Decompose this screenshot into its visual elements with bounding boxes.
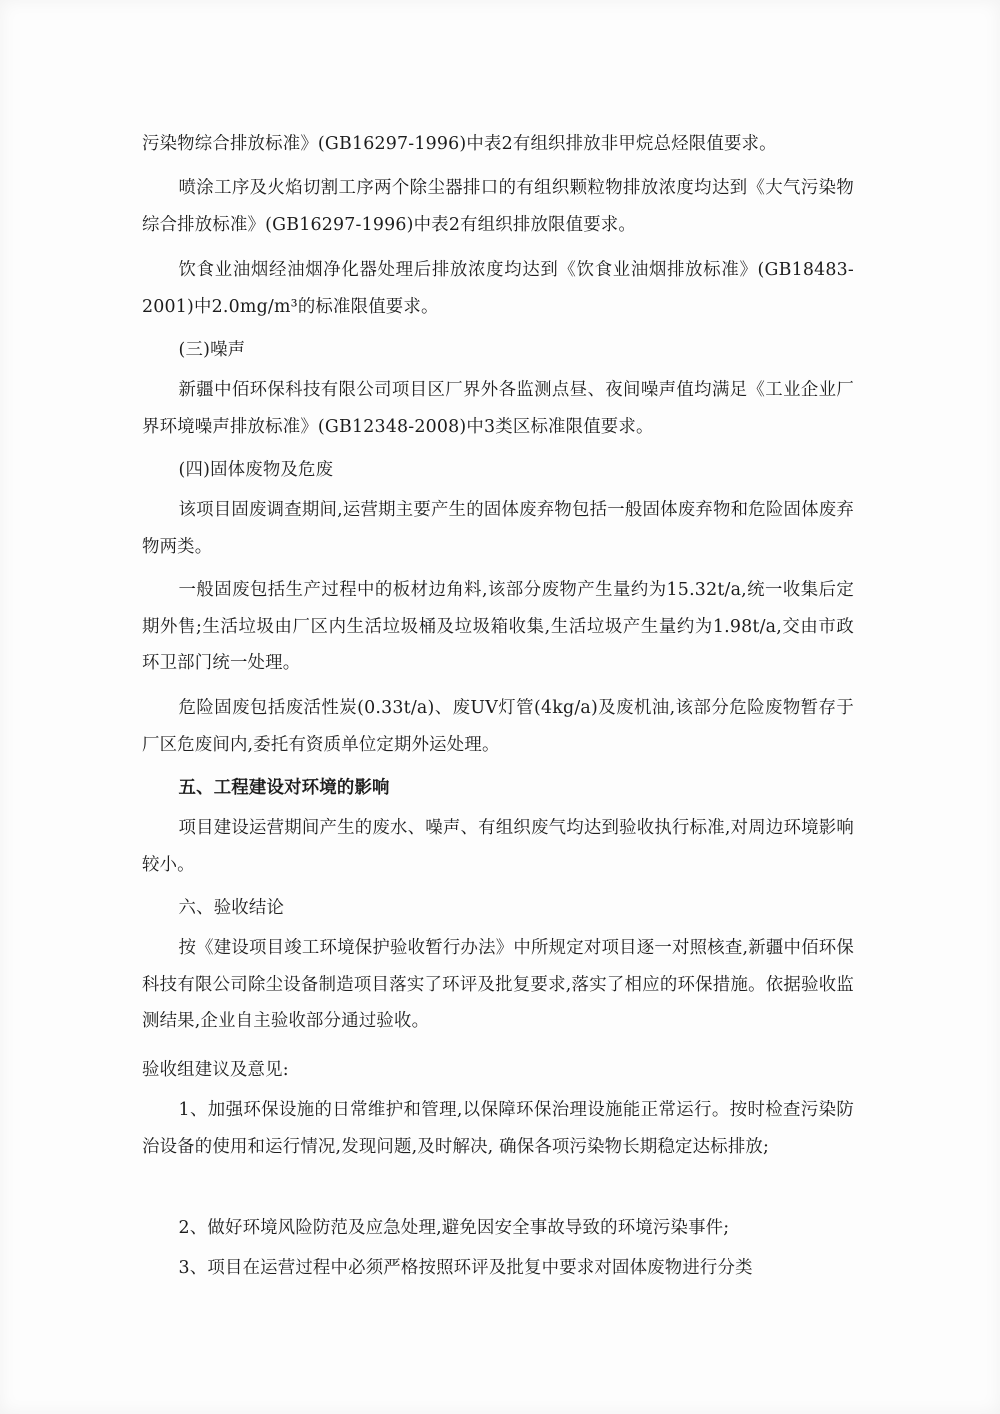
paragraph-emission-standard-continuation: 污染物综合排放标准》(GB16297-1996)中表2有组织排放非甲烷总烃限值要求。	[142, 134, 777, 154]
paragraph-solid-waste-overview: 该项目固废调查期间,运营期主要产生的固体废弃物包括一般固体废弃物和危险固体废弃物两类。	[142, 500, 854, 557]
paragraph-hazardous-waste: 危险固废包括废活性炭(0.33t/a)、废UV灯管(4kg/a)及废机油,该部分危险废物暂存于厂区危废间内,委托有资质单位定期外运处理。	[142, 698, 854, 755]
paragraph-cooking-fumes: 饮食业油烟经油烟净化器处理后排放浓度均达到《饮食业油烟排放标准》(GB18483-2001)中2.0mg/m³的标准限值要求。	[142, 260, 854, 317]
suggestion-item-2: 2、做好环境风险防范及应急处理,避免因安全事故导致的环境污染事件;	[178, 1218, 730, 1238]
paragraph-general-solid-waste: 一般固废包括生产过程中的板材边角料,该部分废物产生量约为15.32t/a,统一收集后定期外售;生活垃圾由厂区内生活垃圾桶及垃圾箱收集,生活垃圾产生量约为1.98t/a,交由市政环卫部门统一处理。	[142, 580, 854, 673]
paragraph-acceptance-conclusion: 按《建设项目竣工环境保护验收暂行办法》中所规定对项目逐一对照核查,新疆中佰环保科技有限公司除尘设备制造项目落实了环评及批复要求,落实了相应的环保措施。依据验收监测结果,企业自主验收部分通过验收。	[142, 938, 854, 1031]
suggestion-item-3: 3、项目在运营过程中必须严格按照环评及批复中要求对固体废物进行分类	[178, 1258, 753, 1278]
heading-environmental-impact: 五、工程建设对环境的影响	[178, 778, 390, 798]
subheading-noise: (三)噪声	[178, 340, 246, 360]
heading-group-suggestions: 验收组建议及意见:	[142, 1060, 289, 1080]
suggestion-item-1: 1、加强环保设施的日常维护和管理,以保障环保治理设施能正常运行。按时检查污染防治设备的使用和运行情况,发现问题,及时解决, 确保各项污染物长期稳定达标排放;	[142, 1100, 854, 1157]
subheading-solid-waste: (四)固体废物及危废	[178, 460, 334, 480]
paragraph-particulate-emission: 喷涂工序及火焰切割工序两个除尘器排口的有组织颗粒物排放浓度均达到《大气污染物综合排放标准》(GB16297-1996)中表2有组织排放限值要求。	[142, 178, 854, 235]
heading-acceptance-conclusion: 六、验收结论	[178, 898, 285, 918]
paragraph-environmental-impact: 项目建设运营期间产生的废水、噪声、有组织废气均达到验收执行标准,对周边环境影响较小。	[142, 818, 854, 875]
paragraph-noise-result: 新疆中佰环保科技有限公司项目区厂界外各监测点昼、夜间噪声值均满足《工业企业厂界环境噪声排放标准》(GB12348-2008)中3类区标准限值要求。	[142, 380, 854, 437]
